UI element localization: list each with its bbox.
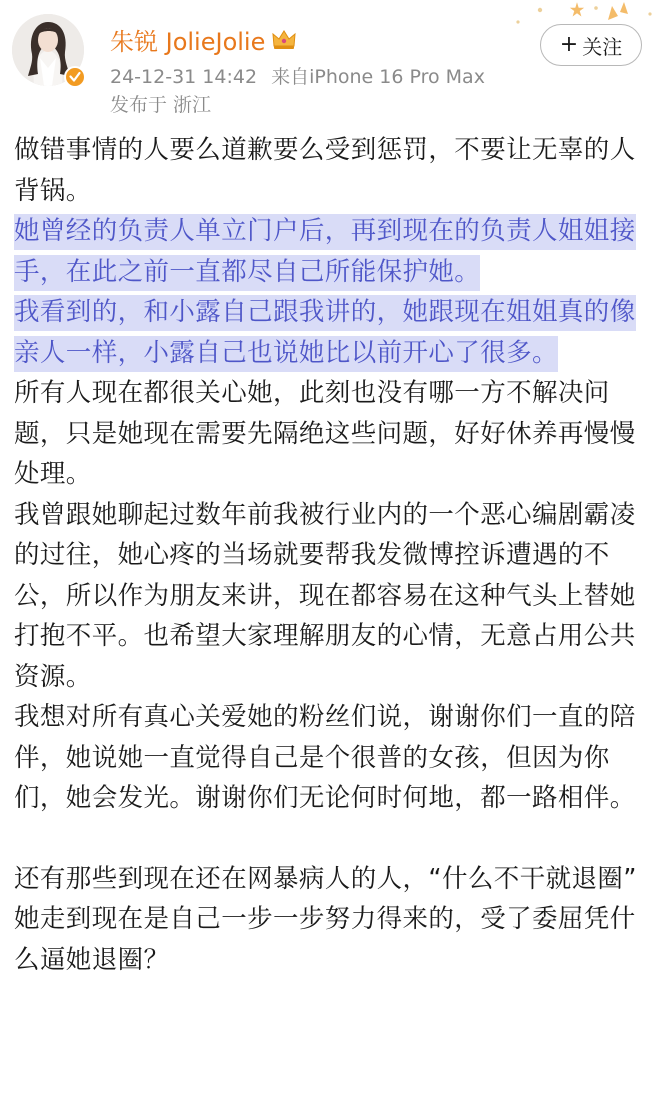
post-header [0, 0, 660, 118]
post-paragraph [14, 859, 646, 900]
crown-icon[interactable] [271, 28, 297, 50]
paragraph-text: 我曾跟她聊起过数年前我被行业内的一个恶心编剧霸凌的过往，她心疼的当场就要帮我发微博控诉遭遇的不公，所以作为朋友来讲，现在都容易在这种气头上替她打抱不平。也希望大家理解朋友的心情，无意占用公共资源。 [14, 499, 636, 692]
paragraph-text: 她走到现在是自己一步一步努力得来的，受了委屈凭什么逼她退圈？ [14, 904, 636, 975]
highlighted-text: 我看到的，和小露自己跟我讲的，她跟现在姐姐真的像亲人一样，小露自己也说她比以前开心了很多。 [14, 295, 636, 372]
highlighted-text: 她曾经的负责人单立门户后，再到现在的负责人姐姐接手，在此之前一直都尽自己所能保护她。 [14, 214, 636, 291]
follow-label: 关注 [582, 34, 623, 59]
post-paragraph-highlighted [14, 211, 646, 292]
verified-badge-icon [64, 66, 86, 88]
paragraph-text: 所有人现在都很关心她，此刻也没有哪一方不解决问题，只是她现在需要先隔绝这些问题，好好休养再慢慢处理。 [14, 378, 636, 489]
post-paragraph [14, 130, 646, 211]
post-location: 发布于 浙江 [110, 94, 212, 116]
plus-icon: + [559, 32, 579, 57]
paragraph-text: 还有那些到现在还在网暴病人的人，“什么不干就退圈” [14, 863, 637, 894]
username-row [110, 22, 297, 56]
paragraph-text: 做错事情的人要么道歉要么受到惩罚，不要让无辜的人背锅。 [14, 135, 636, 206]
post-paragraph [14, 899, 646, 980]
post-paragraph [14, 495, 646, 698]
follow-button[interactable] [540, 24, 642, 66]
post-paragraph-highlighted [14, 292, 646, 373]
post-timestamp: 24-12-31 14:42 [110, 66, 258, 88]
post-meta [110, 62, 485, 89]
post-paragraph [14, 697, 646, 819]
paragraph-text: 我想对所有真心关爱她的粉丝们说，谢谢你们一直的陪伴，她说她一直觉得自己是个很普的女孩，但因为你们，她会发光。谢谢你们无论何时何地，都一路相伴。 [14, 702, 636, 813]
post-body [14, 130, 646, 980]
username[interactable]: 朱锐 JolieJolie [110, 27, 266, 56]
post-paragraph [14, 373, 646, 495]
avatar[interactable] [12, 14, 84, 86]
post-source: 来自iPhone 16 Pro Max [271, 66, 485, 88]
paragraph-gap [14, 819, 646, 859]
